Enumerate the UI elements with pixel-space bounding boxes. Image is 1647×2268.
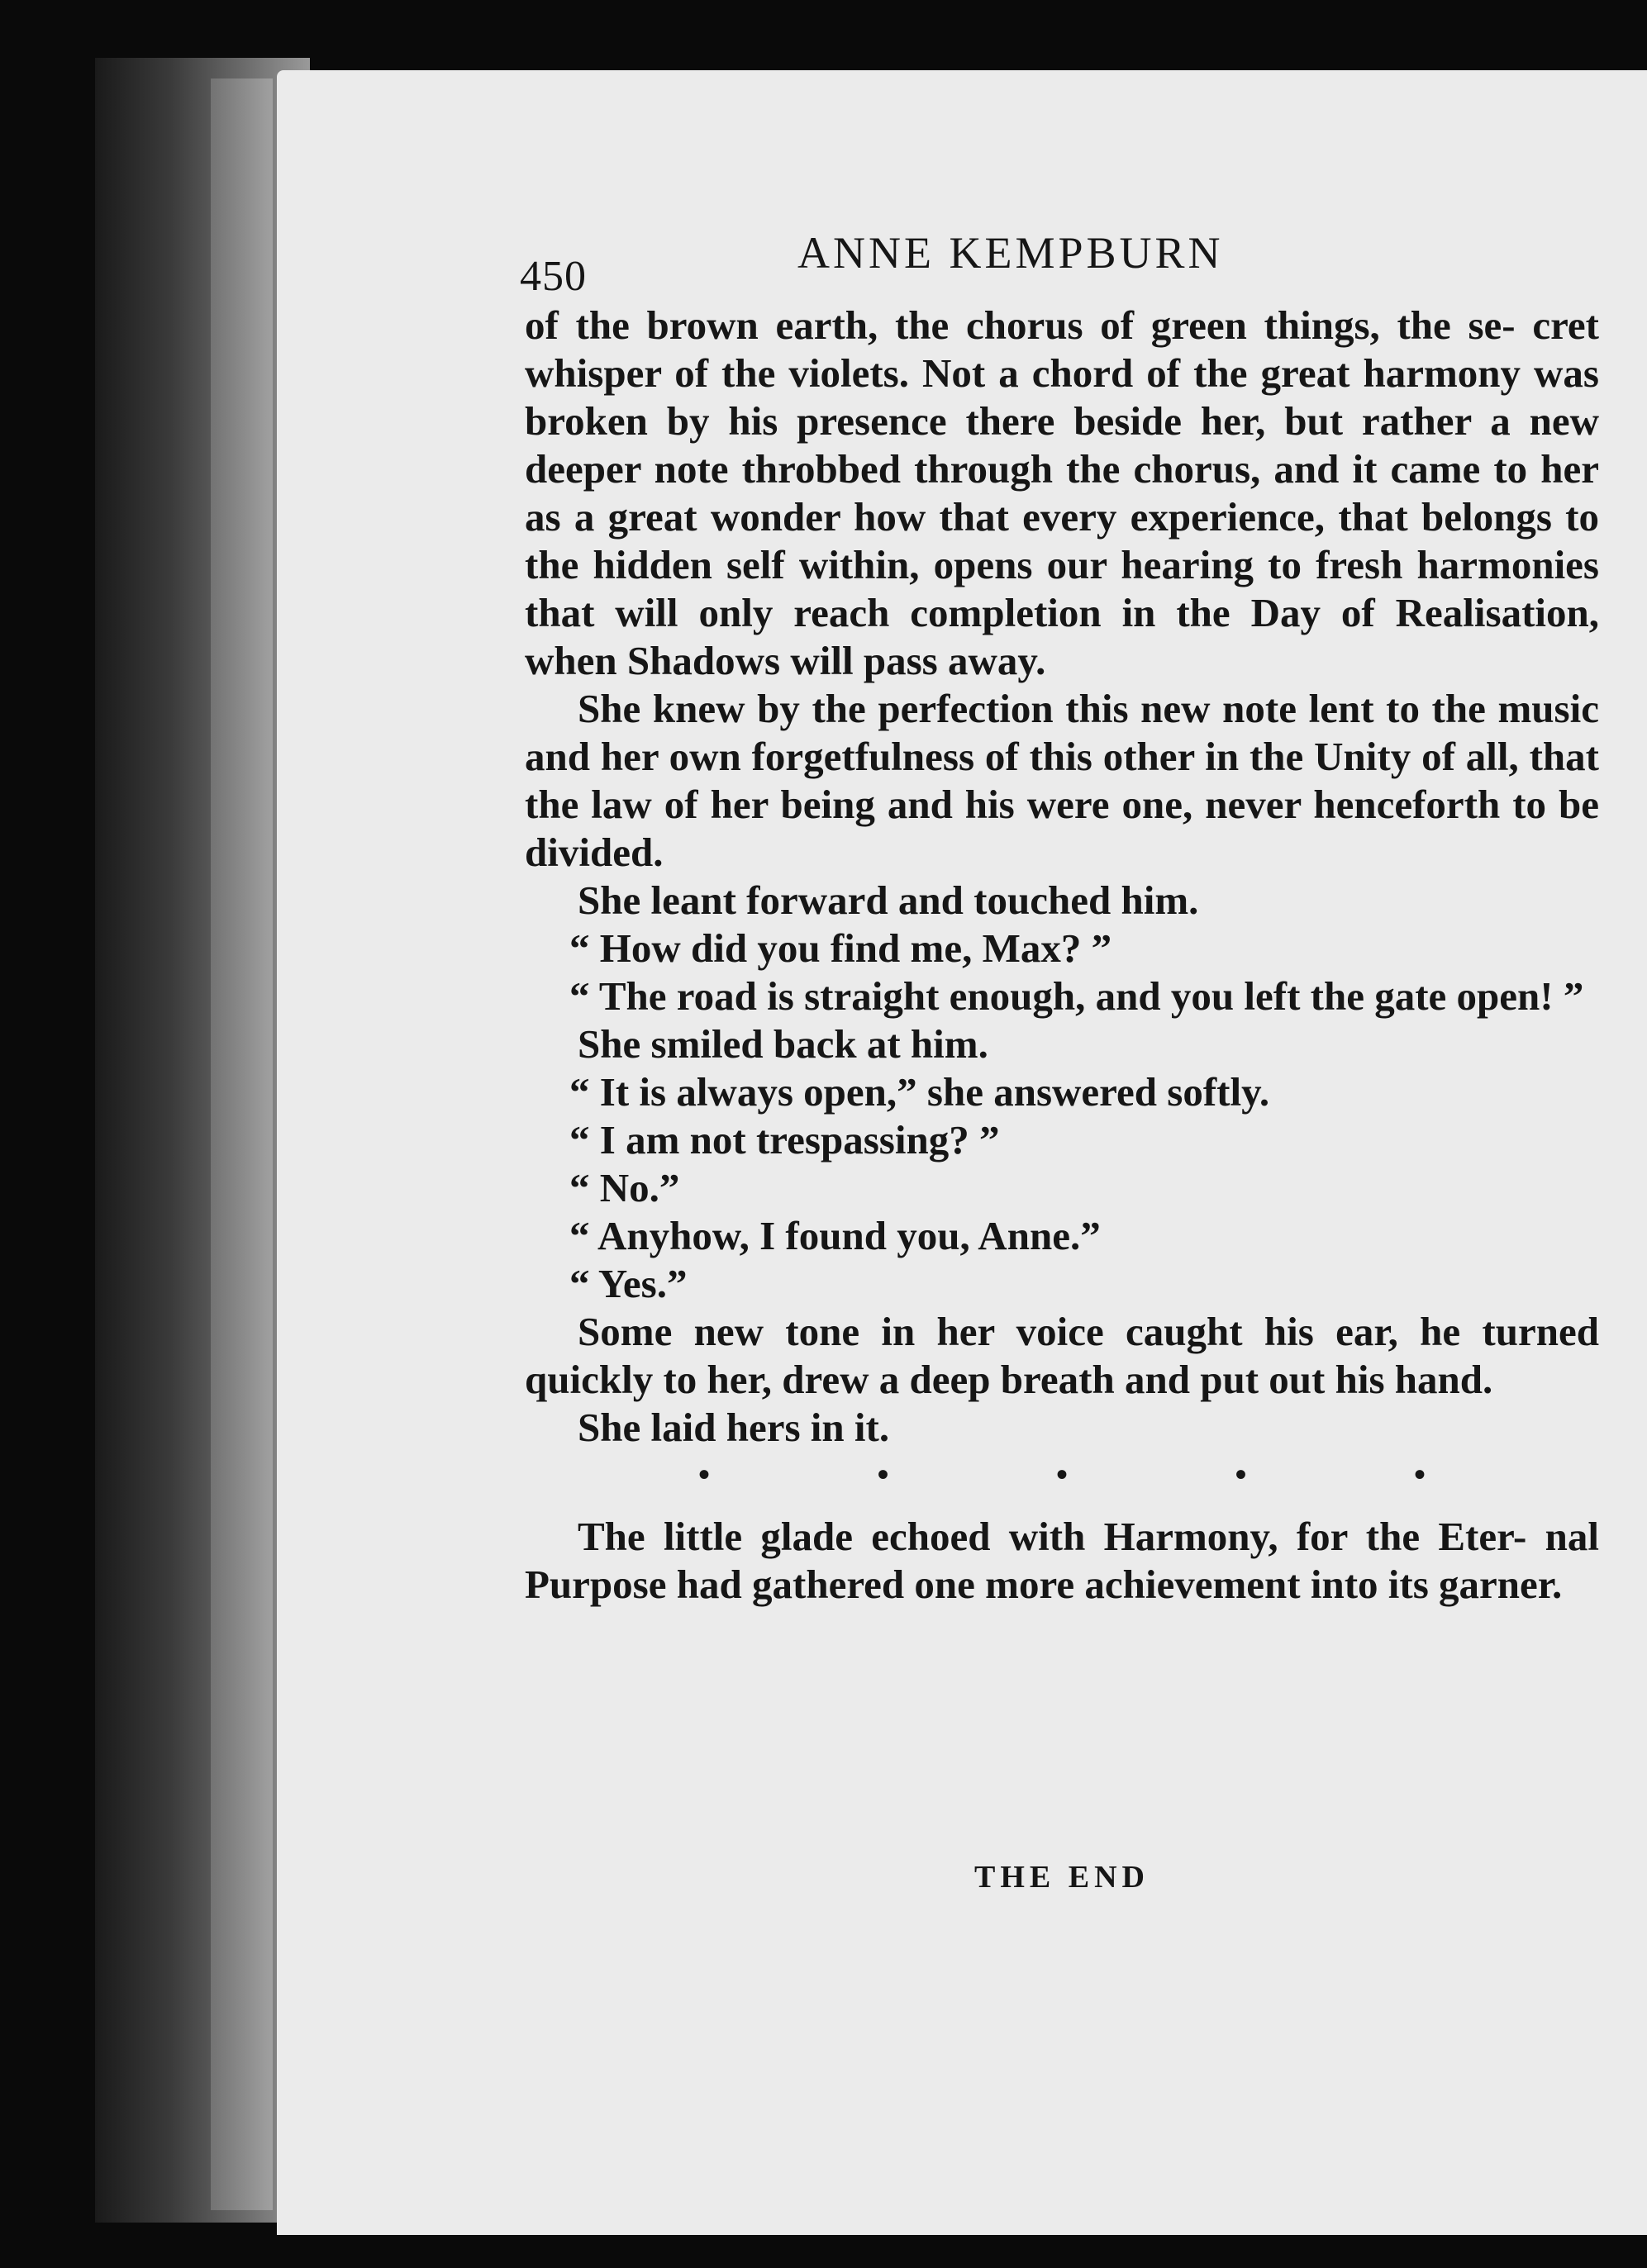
- dialogue-line: “ How did you find me, Max? ”: [569, 925, 1112, 971]
- paragraph: She smiled back at him.: [578, 1021, 988, 1067]
- page-content: [520, 227, 1599, 1895]
- dialogue-line: “ No.”: [569, 1165, 680, 1210]
- running-title: ANNE KEMPBURN: [797, 228, 1224, 278]
- section-break: [698, 1458, 1426, 1491]
- paragraph: She knew by the perfection this new note lent to the music and her own forgetfulness of this other in the Unity of all, that the law of her being and his were one, never henceforth to be divided.: [525, 686, 1599, 875]
- section-break-dot: •: [1235, 1456, 1247, 1493]
- section-break-dot: •: [1413, 1456, 1426, 1493]
- body-text: [525, 302, 1599, 1609]
- paragraph: of the brown earth, the chorus of green things, the se- cret whisper of the violets. Not a chord of the great harmony was broken by his presence there beside her, but rather a new deeper note throbbed through the chorus, and it came to her as a great wonder how that every experience, that belongs to the hidden self within, opens our hearing to fresh harmonies that will only reach completion in the Day of Realisation, when Shadows will pass away.: [525, 302, 1599, 683]
- dialogue-line: “ It is always open,” she answered softly.: [569, 1069, 1270, 1115]
- running-head: [520, 227, 1599, 302]
- paragraph: Some new tone in her voice caught his ear, he turned quickly to her, drew a deep breath and put out his hand.: [525, 1309, 1599, 1402]
- dialogue-line: “ I am not trespassing? ”: [569, 1117, 1000, 1163]
- section-break-dot: •: [1055, 1456, 1068, 1493]
- paragraph: The little glade echoed with Harmony, for the Eter- nal Purpose had gathered one more achievement into its garner.: [525, 1514, 1599, 1607]
- page-number: 450: [520, 253, 587, 300]
- section-break-dot: •: [698, 1456, 711, 1493]
- paragraph: She laid hers in it.: [578, 1405, 890, 1450]
- the-end-label: THE END: [974, 1860, 1150, 1895]
- book-gutter: [211, 78, 273, 2210]
- dialogue-line: “ The road is straight enough, and you left the gate open! ”: [569, 973, 1584, 1019]
- dialogue-line: “ Anyhow, I found you, Anne.”: [569, 1213, 1101, 1258]
- book-page: [277, 70, 1647, 2235]
- paragraph: She leant forward and touched him.: [578, 877, 1199, 923]
- section-break-dot: •: [877, 1456, 889, 1493]
- dialogue-line: “ Yes.”: [569, 1261, 688, 1306]
